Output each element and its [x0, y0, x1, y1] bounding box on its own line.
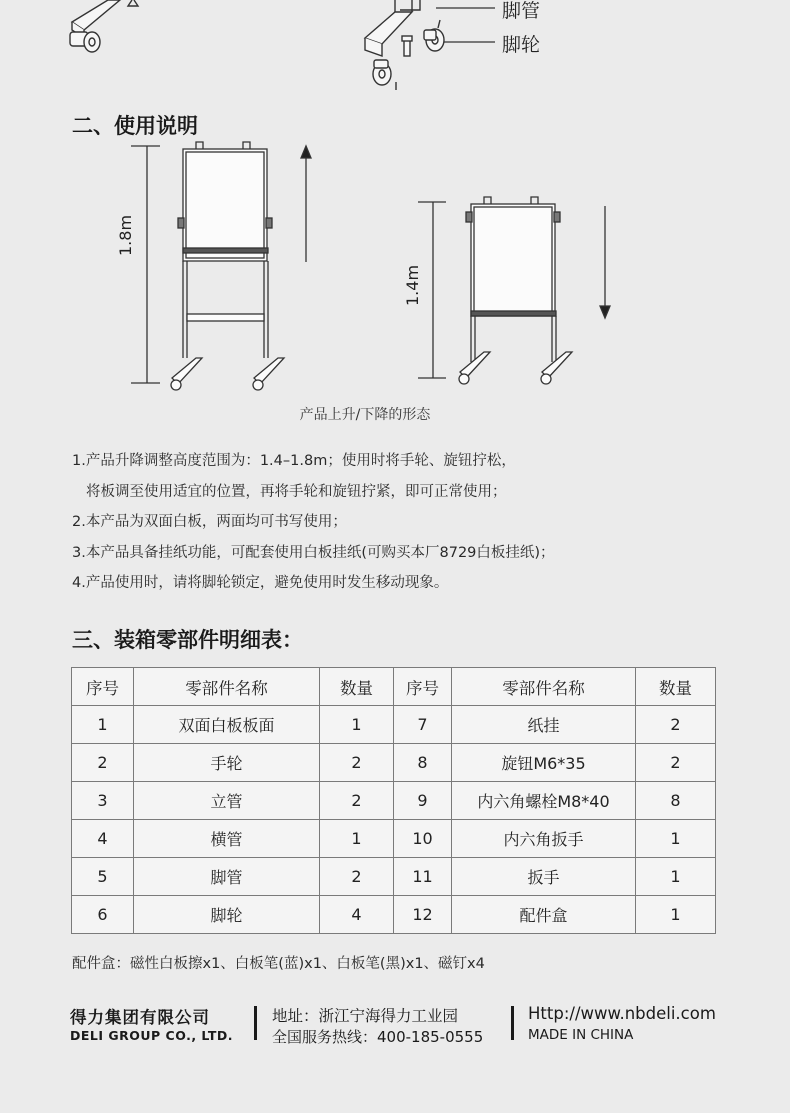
table-cell: 2: [636, 744, 716, 782]
label-foot-tube: 脚管: [502, 0, 541, 22]
table-cell: 12: [394, 896, 452, 934]
table-cell: 旋钮M6*35: [452, 744, 636, 782]
height-label-high: 1.8m: [116, 214, 135, 256]
table-cell: 5: [72, 858, 134, 896]
instruction-line: 3.本产品具备挂纸功能，可配套使用白板挂纸(可购买本厂8729白板挂纸)；: [72, 544, 555, 561]
header-part-name: 零部件名称: [134, 668, 320, 706]
table-cell: 2: [320, 858, 394, 896]
header-part-name: 零部件名称: [452, 668, 636, 706]
instruction-line: 4.产品使用时，请将脚轮锁定，避免使用时发生移动现象。: [72, 575, 449, 591]
usage-instructions: [72, 446, 555, 599]
table-cell: 横管: [134, 820, 320, 858]
table-cell: 脚管: [134, 858, 320, 896]
instruction-line: 将板调至使用适宜的位置，再将手轮和旋钮拧紧，即可正常使用；: [86, 483, 507, 500]
table-cell: 9: [394, 782, 452, 820]
table-cell: 扳手: [452, 858, 636, 896]
table-cell: 内六角螺栓M8*40: [452, 782, 636, 820]
table-cell: 8: [394, 744, 452, 782]
illustration-caption: 产品上升/下降的形态: [299, 407, 431, 423]
table-cell: 1: [636, 820, 716, 858]
header-no: 序号: [72, 668, 134, 706]
accessories-note: 配件盒：磁性白板擦x1、白板笔(蓝)x1、白板笔(黑)x1、磁钉x4: [72, 956, 485, 972]
table-row: [72, 744, 716, 782]
table-cell: 6: [72, 896, 134, 934]
table-cell: 脚轮: [134, 896, 320, 934]
table-cell: 2: [72, 744, 134, 782]
company-website: Http://www.nbdeli.com: [528, 1004, 716, 1023]
company-name-en: DELI GROUP CO., LTD.: [70, 1028, 233, 1043]
table-row: [72, 858, 716, 896]
footer-divider: [254, 1006, 257, 1040]
instruction-line: 2.本产品为双面白板，两面均可书写使用；: [72, 514, 347, 530]
table-cell: 4: [72, 820, 134, 858]
table-cell: 7: [394, 706, 452, 744]
header-no: 序号: [394, 668, 452, 706]
height-adjust-illustration: [0, 140, 790, 400]
company-name-cn: 得力集团有限公司: [70, 1008, 210, 1027]
table-cell: 8: [636, 782, 716, 820]
table-cell: 配件盒: [452, 896, 636, 934]
height-label-low: 1.4m: [403, 264, 422, 306]
label-caster: 脚轮: [502, 34, 541, 56]
table-row: [72, 896, 716, 934]
table-cell: 双面白板板面: [134, 706, 320, 744]
footer: [0, 1002, 790, 1052]
table-cell: 1: [636, 858, 716, 896]
table-cell: 4: [320, 896, 394, 934]
table-cell: 手轮: [134, 744, 320, 782]
instruction-line: 1.产品升降调整高度范围为：1.4–1.8m；使用时将手轮、旋钮拧松，: [72, 453, 516, 469]
header-qty: 数量: [320, 668, 394, 706]
company-address: 地址：浙江宁海得力工业园: [272, 1007, 459, 1025]
header-qty: 数量: [636, 668, 716, 706]
table-cell: 2: [320, 782, 394, 820]
table-cell: 1: [320, 706, 394, 744]
table-row: [72, 782, 716, 820]
table-cell: 2: [636, 706, 716, 744]
table-cell: 1: [320, 820, 394, 858]
table-cell: 10: [394, 820, 452, 858]
made-in-label: MADE IN CHINA: [528, 1027, 634, 1043]
table-row: [72, 706, 716, 744]
table-cell: 3: [72, 782, 134, 820]
table-cell: 1: [72, 706, 134, 744]
table-cell: 2: [320, 744, 394, 782]
table-cell: 11: [394, 858, 452, 896]
foot-caster-illustration: [0, 0, 790, 110]
table-row: [72, 820, 716, 858]
table-cell: 内六角扳手: [452, 820, 636, 858]
table-cell: 1: [636, 896, 716, 934]
footer-divider: [511, 1006, 514, 1040]
table-cell: 立管: [134, 782, 320, 820]
table-header-row: [72, 668, 716, 706]
section-title-parts: 三、装箱零部件明细表：: [72, 628, 303, 652]
parts-table: [71, 667, 716, 934]
section-title-usage: 二、使用说明: [72, 114, 198, 138]
service-hotline: 全国服务热线：400-185-0555: [272, 1028, 484, 1046]
table-cell: 纸挂: [452, 706, 636, 744]
